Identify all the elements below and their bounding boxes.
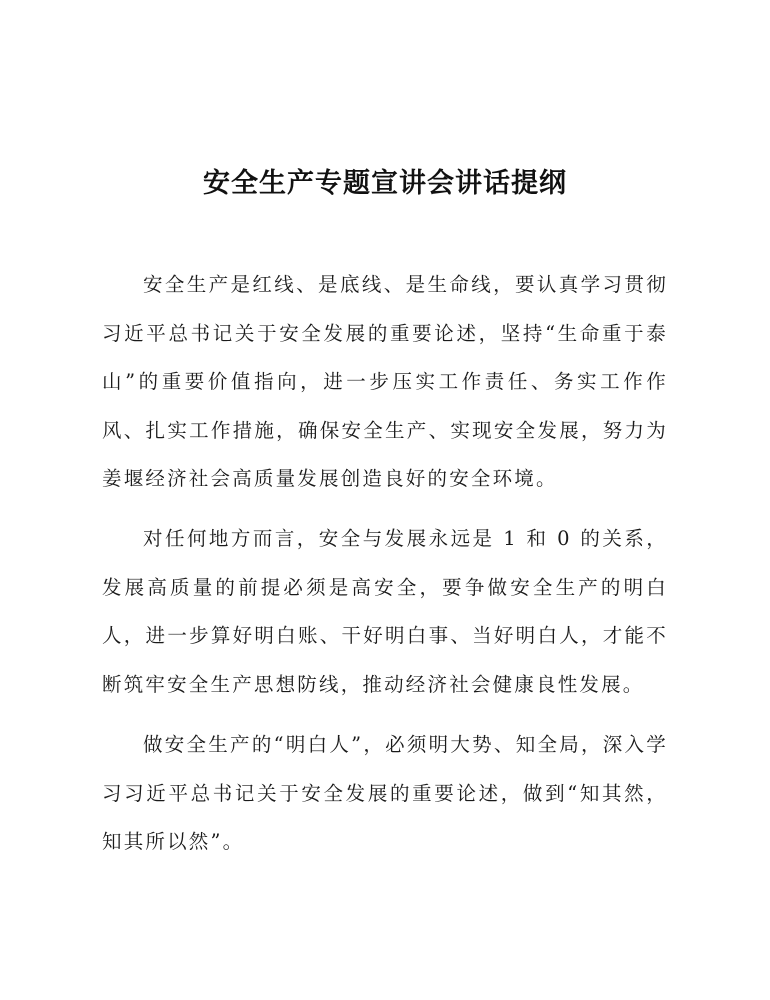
document-title: 安全生产专题宣讲会讲话提纲 [203,168,567,199]
paragraph-3: 做安全生产的“明白人”，必须明大势、知全局，深入学习习近平总书记关于安全发展的重要论述，做到“知其然，知其所以然”。 [102,733,668,853]
paragraph-1: 安全生产是红线、是底线、是生命线，要认真学习贯彻习近平总书记关于安全发展的重要论述，坚持“生命重于泰山”的重要价值指向，进一步压实工作责任、务实工作作风、扎实工作措施，确保安全生产、实现安全发展，努力为姜堰经济社会高质量发展创造良好的安全环境。 [102,273,668,490]
paragraph-2: 对任何地方而言，安全与发展永远是 1 和 0 的关系，发展高质量的前提必须是高安全，要争做安全生产的明白人，进一步算好明白账、干好明白事、当好明白人，才能不断筑牢安全生产思想防线，推动经济社会健康良性发展。 [102,527,668,696]
